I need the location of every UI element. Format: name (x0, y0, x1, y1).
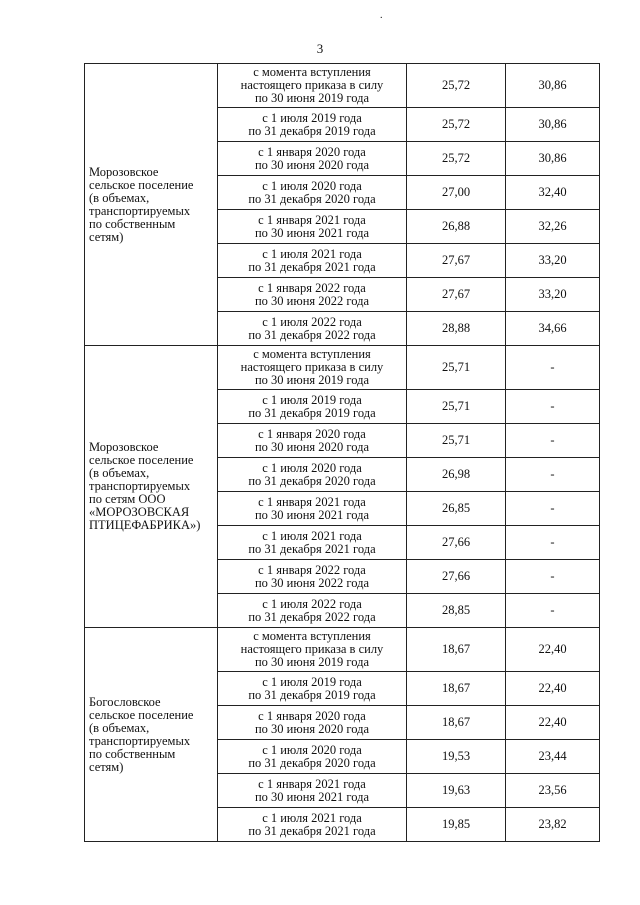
period-text: с 1 июля 2020 года (262, 742, 362, 757)
period-cell (218, 740, 407, 774)
period-text: по 31 декабря 2020 года (248, 473, 376, 488)
tariff-value-vat-cell: 22,40 (506, 628, 600, 672)
tariff-value-vat-cell: 32,40 (506, 176, 600, 210)
period-text: по 31 декабря 2019 года (248, 405, 376, 420)
period-text: настоящего приказа в силу (240, 78, 384, 92)
settlement-text: Морозовское (89, 440, 159, 454)
tariff-value-cell: 18,67 (407, 628, 506, 672)
period-text: настоящего приказа в силу (240, 642, 384, 656)
period-cell (218, 278, 407, 312)
period-text: с 1 июля 2021 года (262, 810, 362, 825)
period-text: по 30 июня 2021 года (254, 789, 370, 804)
period-text: по 31 декабря 2022 года (248, 327, 376, 342)
period-cell (218, 458, 407, 492)
tariff-value-vat-cell: - (506, 594, 600, 628)
period-text: с 1 января 2022 года (258, 562, 366, 577)
period-text: по 30 июня 2021 года (254, 507, 370, 522)
tariff-value-vat-cell: 22,40 (506, 706, 600, 740)
tariff-value-vat-cell: - (506, 390, 600, 424)
period-text: с 1 июля 2022 года (262, 596, 362, 611)
period-cell (218, 672, 407, 706)
period-text: по 30 июня 2020 года (254, 721, 370, 736)
period-cell (218, 244, 407, 278)
tariff-value-cell: 27,67 (407, 278, 506, 312)
settlement-text: сетям) (89, 229, 124, 244)
period-cell (218, 312, 407, 346)
period-cell (218, 628, 407, 672)
tariff-value-vat-cell: - (506, 560, 600, 594)
tariff-value-cell: 27,66 (407, 526, 506, 560)
settlement-text: (в объемах, (89, 466, 150, 480)
period-cell (218, 176, 407, 210)
period-cell (218, 390, 407, 424)
tariff-value-cell: 28,85 (407, 594, 506, 628)
period-text: по 31 декабря 2021 года (248, 541, 376, 556)
period-text: по 30 июня 2022 года (254, 293, 370, 308)
period-text: с 1 июля 2020 года (262, 178, 362, 193)
tariff-value-cell: 19,63 (407, 774, 506, 808)
period-text: по 31 декабря 2020 года (248, 191, 376, 206)
period-cell (218, 594, 407, 628)
settlement-text: транспортируемых (89, 203, 191, 218)
settlement-text: (в объемах, (89, 190, 150, 205)
table-row (85, 64, 600, 108)
period-text: с 1 июля 2019 года (262, 110, 362, 125)
tariff-value-cell: 19,53 (407, 740, 506, 774)
settlement-text: сельское поселение (89, 707, 194, 722)
tariff-value-vat-cell: 32,26 (506, 210, 600, 244)
settlement-text: по собственным (89, 746, 176, 761)
period-text: по 30 июня 2019 года (254, 655, 370, 669)
settlement-text: сетям) (89, 759, 124, 774)
tariff-value-cell: 27,66 (407, 560, 506, 594)
settlement-text: сельское поселение (89, 177, 194, 192)
period-cell (218, 346, 407, 390)
tariff-value-cell: 28,88 (407, 312, 506, 346)
settlement-text: сельское поселение (89, 453, 194, 467)
period-text: с 1 января 2020 года (258, 426, 366, 441)
tariff-value-vat-cell: - (506, 492, 600, 526)
tariff-value-cell: 18,67 (407, 672, 506, 706)
period-cell (218, 774, 407, 808)
period-cell (218, 142, 407, 176)
tariff-value-vat-cell: 30,86 (506, 64, 600, 108)
settlement-cell (85, 346, 218, 628)
tariff-value-cell: 27,00 (407, 176, 506, 210)
period-text: по 30 июня 2020 года (254, 439, 370, 454)
tariff-value-cell: 25,72 (407, 108, 506, 142)
period-text: с 1 июля 2021 года (262, 528, 362, 543)
tariff-value-cell: 18,67 (407, 706, 506, 740)
settlement-text: ПТИЦЕФАБРИКА») (89, 518, 201, 532)
settlement-text: по сетям ООО (89, 492, 166, 506)
settlement-text: (в объемах, (89, 720, 150, 735)
tariff-table (84, 63, 600, 842)
period-text: с 1 января 2021 года (258, 212, 366, 227)
period-text: с момента вступления (253, 629, 371, 643)
period-text: по 31 декабря 2020 года (248, 755, 376, 770)
tariff-value-cell: 25,72 (407, 142, 506, 176)
period-text: по 31 декабря 2019 года (248, 123, 376, 138)
period-text: с 1 июля 2019 года (262, 392, 362, 407)
tariff-value-vat-cell: - (506, 526, 600, 560)
period-text: с 1 июля 2019 года (262, 674, 362, 689)
period-text: с 1 июля 2020 года (262, 460, 362, 475)
tariff-value-cell: 19,85 (407, 808, 506, 842)
table-row (85, 346, 600, 390)
page-number: 3 (316, 41, 324, 56)
period-text: с 1 июля 2022 года (262, 314, 362, 329)
period-text: с 1 января 2022 года (258, 280, 366, 295)
tariff-value-cell: 27,67 (407, 244, 506, 278)
settlement-text: Богословское (89, 694, 161, 709)
settlement-text: транспортируемых (89, 479, 191, 493)
tariff-value-cell: 26,98 (407, 458, 506, 492)
tariff-value-vat-cell: 33,20 (506, 278, 600, 312)
tariff-value-vat-cell: 23,56 (506, 774, 600, 808)
period-text: с момента вступления (253, 347, 371, 361)
period-text: по 30 июня 2022 года (254, 575, 370, 590)
period-cell (218, 492, 407, 526)
period-cell (218, 108, 407, 142)
tariff-value-vat-cell: - (506, 458, 600, 492)
tariff-value-vat-cell: 34,66 (506, 312, 600, 346)
tariff-value-cell: 25,71 (407, 424, 506, 458)
period-text: по 31 декабря 2019 года (248, 687, 376, 702)
tariff-value-vat-cell: 30,86 (506, 108, 600, 142)
settlement-cell (85, 64, 218, 346)
period-cell (218, 560, 407, 594)
tariff-value-vat-cell: - (506, 346, 600, 390)
period-text: по 30 июня 2020 года (254, 157, 370, 172)
period-cell (218, 706, 407, 740)
period-text: по 30 июня 2019 года (254, 91, 370, 105)
period-text: по 31 декабря 2021 года (248, 823, 376, 838)
scan-mark: . (380, 10, 383, 21)
period-text: с 1 января 2020 года (258, 144, 366, 159)
period-text: с 1 января 2021 года (258, 776, 366, 791)
period-text: по 30 июня 2021 года (254, 225, 370, 240)
period-text: с 1 июля 2021 года (262, 246, 362, 261)
tariff-value-vat-cell: 23,44 (506, 740, 600, 774)
period-text: с момента вступления (253, 65, 371, 79)
settlement-text: транспортируемых (89, 733, 191, 748)
period-text: с 1 января 2021 года (258, 494, 366, 509)
period-text: по 30 июня 2019 года (254, 373, 370, 387)
period-text: по 31 декабря 2021 года (248, 259, 376, 274)
tariff-value-vat-cell: 23,82 (506, 808, 600, 842)
tariff-value-vat-cell: 33,20 (506, 244, 600, 278)
tariff-value-vat-cell: 30,86 (506, 142, 600, 176)
tariff-value-cell: 25,71 (407, 390, 506, 424)
tariff-value-cell: 26,88 (407, 210, 506, 244)
settlement-text: Морозовское (89, 164, 159, 179)
tariff-value-cell: 25,71 (407, 346, 506, 390)
period-cell (218, 526, 407, 560)
period-cell (218, 64, 407, 108)
period-text: настоящего приказа в силу (240, 360, 384, 374)
settlement-cell (85, 628, 218, 842)
period-cell (218, 424, 407, 458)
tariff-value-cell: 26,85 (407, 492, 506, 526)
table-row (85, 628, 600, 672)
tariff-value-vat-cell: 22,40 (506, 672, 600, 706)
tariff-value-vat-cell: - (506, 424, 600, 458)
tariff-value-cell: 25,72 (407, 64, 506, 108)
period-text: с 1 января 2020 года (258, 708, 366, 723)
period-text: по 31 декабря 2022 года (248, 609, 376, 624)
settlement-text: по собственным (89, 216, 176, 231)
period-cell (218, 808, 407, 842)
period-cell (218, 210, 407, 244)
settlement-text: «МОРОЗОВСКАЯ (89, 505, 190, 519)
tariff-table-body (85, 64, 600, 842)
